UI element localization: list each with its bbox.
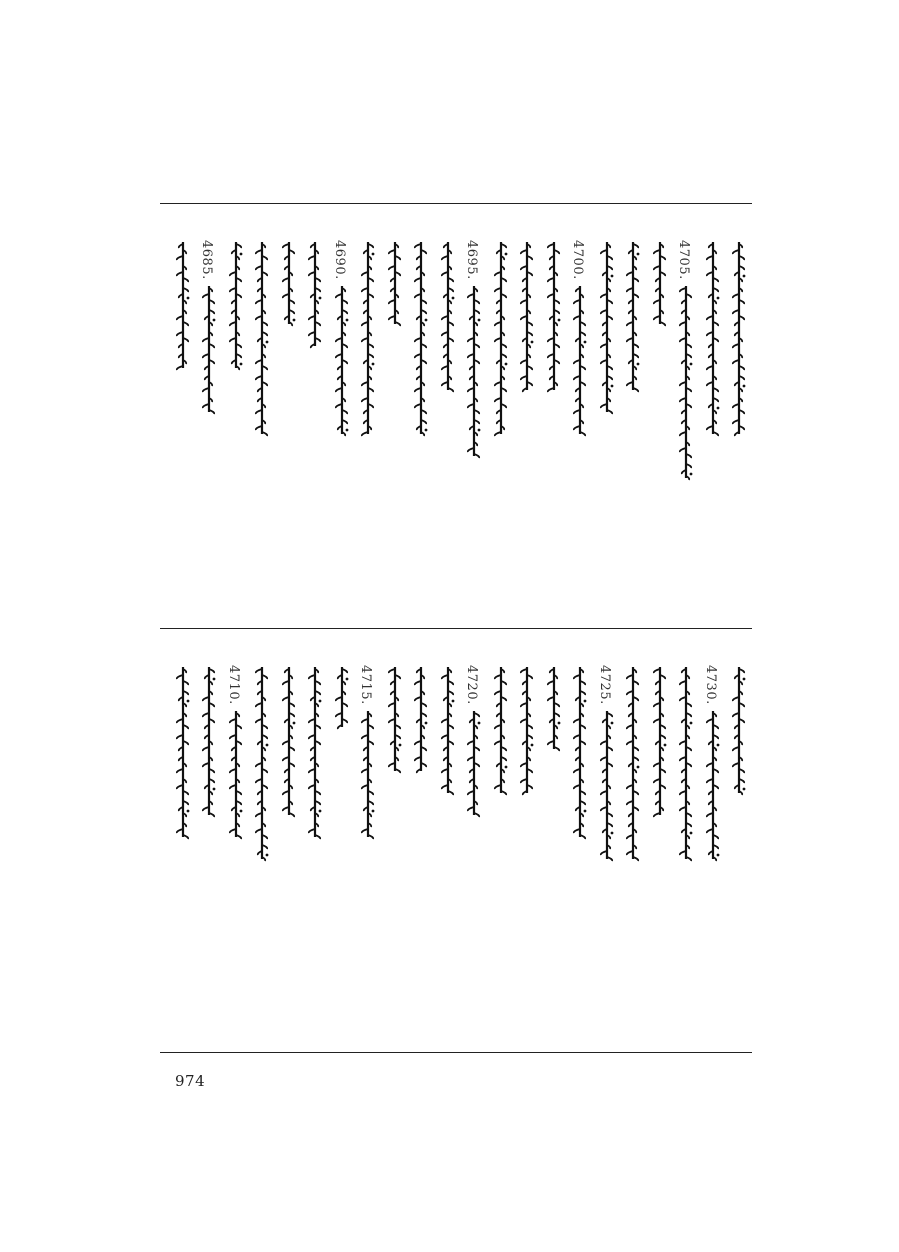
line-number: 4700. (570, 240, 585, 280)
mongolian-script-line (333, 284, 351, 438)
mongolian-script-line (465, 709, 483, 819)
line-number: 4705. (676, 240, 691, 280)
mongolian-script-line (359, 240, 377, 438)
mongolian-script-line (492, 240, 510, 438)
line-number: 4690. (331, 240, 347, 280)
mongolian-script-line (227, 240, 245, 372)
mongolian-script-line (439, 665, 457, 797)
mongolian-script-line (677, 284, 695, 482)
mongolian-script-line (651, 665, 669, 819)
line-number: 4695. (464, 240, 479, 280)
mongolian-script-line (359, 709, 377, 841)
mongolian-script-line (412, 665, 430, 775)
line-number: 4710. (225, 665, 241, 705)
mongolian-script-line (704, 709, 722, 863)
middle-rule (160, 628, 752, 629)
bottom-panel (160, 665, 752, 940)
mongolian-script-line (624, 240, 642, 394)
mongolian-script-line (518, 665, 536, 797)
mongolian-script-line (412, 240, 430, 438)
mongolian-script-line (624, 665, 642, 863)
mongolian-script-line (386, 240, 404, 328)
mongolian-script-line (518, 240, 536, 394)
mongolian-script-line (677, 665, 695, 863)
mongolian-script-line (253, 240, 271, 438)
line-number: 4685. (199, 240, 214, 280)
mongolian-script-line (465, 284, 483, 460)
mongolian-script-line (571, 284, 589, 438)
line-number: 4715. (358, 665, 373, 705)
mongolian-script-line (492, 665, 510, 797)
mongolian-script-line (651, 240, 669, 328)
mongolian-script-line (200, 665, 218, 819)
mongolian-script-line (571, 665, 589, 841)
line-number: 4720. (464, 665, 479, 705)
mongolian-script-line (386, 665, 404, 775)
mongolian-script-line (704, 240, 722, 438)
mongolian-script-line (439, 240, 457, 394)
mongolian-script-line (227, 709, 245, 841)
mongolian-script-line (280, 665, 298, 819)
mongolian-script-line (545, 240, 563, 394)
mongolian-script-line (200, 284, 218, 416)
mongolian-script-line (280, 240, 298, 328)
line-number: 4730. (702, 665, 718, 705)
mongolian-script-line (306, 665, 324, 841)
top-rule (160, 203, 752, 204)
mongolian-script-line (333, 665, 351, 731)
mongolian-script-line (253, 665, 271, 863)
line-number: 4725. (596, 665, 612, 705)
mongolian-script-line (174, 240, 192, 372)
mongolian-script-line (730, 665, 748, 797)
top-panel (160, 240, 752, 520)
page-number: 974 (175, 1072, 206, 1090)
bottom-rule (160, 1052, 752, 1053)
mongolian-script-line (598, 709, 616, 863)
mongolian-script-line (174, 665, 192, 841)
mongolian-script-line (306, 240, 324, 350)
mongolian-script-line (598, 240, 616, 416)
mongolian-script-line (730, 240, 748, 438)
mongolian-script-line (545, 665, 563, 753)
